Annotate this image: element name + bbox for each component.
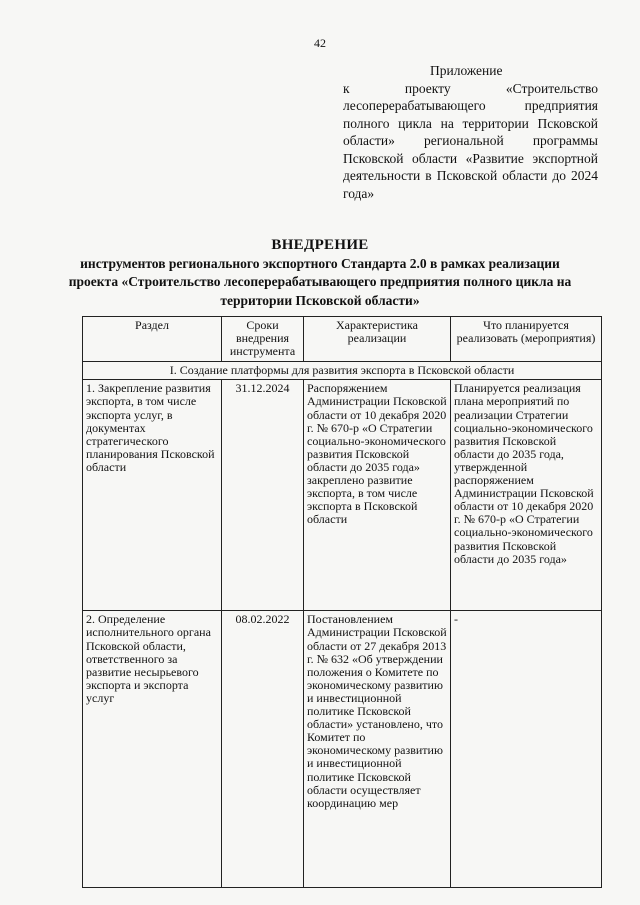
header-planned: Что планируется реализовать (мероприятия): [451, 317, 602, 362]
cell-plan: Планируется реализация плана мероприятий по реализации Стратегии социально-экономического развития Псковской области до 2035 года, утвержденной распоряжением Администрации Псковской области от 10 декабря 2020 г. № 670-р «О Стратегии социально-экономического развития Псковской области до 2035 года»: [451, 380, 602, 611]
appendix-text: к проекту «Строительство лесоперерабатывающего предприятия полного цикла на территории Псковской области» региональной программы Псковской области «Развитие экспортной деятельности в Псковской области до 2024 года»: [343, 80, 598, 201]
cell-date: 31.12.2024: [222, 380, 304, 611]
cell-characteristic: Распоряжением Администрации Псковской области от 10 декабря 2020 г. № 670-р «О Стратегии социально-экономического развития Псковской области до 2035 года» закреплено развитие экспорта, в том числе экспорта в Псковской области: [304, 380, 451, 611]
appendix-block: [343, 62, 598, 202]
section-title: I. Создание платформы для развития экспорта в Псковской области: [83, 362, 602, 380]
document-title: ВНЕДРЕНИЕ: [271, 237, 369, 253]
document-heading: [60, 236, 580, 310]
header-deadline: Сроки внедрения инструмента: [222, 317, 304, 362]
cell-plan: -: [451, 611, 602, 888]
document-subtitle: инструментов регионального экспортного Стандарта 2.0 в рамках реализации проекта «Строительство лесоперерабатывающего предприятия полного цикла на территории Псковской области»: [68, 255, 572, 308]
table-row: [83, 380, 602, 611]
cell-section: 2. Определение исполнительного органа Псковской области, ответственного за развитие несырьевого экспорта и экспорта услуг: [83, 611, 222, 888]
export-standard-table: [82, 316, 602, 888]
cell-date: 08.02.2022: [222, 611, 304, 888]
cell-section: 1. Закрепление развития экспорта, в том числе экспорта услуг, в документах стратегического планирования Псковской области: [83, 380, 222, 611]
page-number: 42: [314, 36, 326, 50]
appendix-title: Приложение: [430, 63, 503, 78]
header-characteristic: Характеристика реализации: [304, 317, 451, 362]
table-header-row: [83, 317, 602, 362]
header-section: Раздел: [83, 317, 222, 362]
table-row: [83, 611, 602, 888]
table-section-row: [83, 362, 602, 380]
cell-characteristic: Постановлением Администрации Псковской области от 27 декабря 2013 г. № 632 «Об утверждении положения о Комитете по экономическому развитию и инвестиционной политике Псковской области» установлено, что Комитет по экономическому развитию и инвестиционной политике Псковской области осуществляет координацию мер: [304, 611, 451, 888]
